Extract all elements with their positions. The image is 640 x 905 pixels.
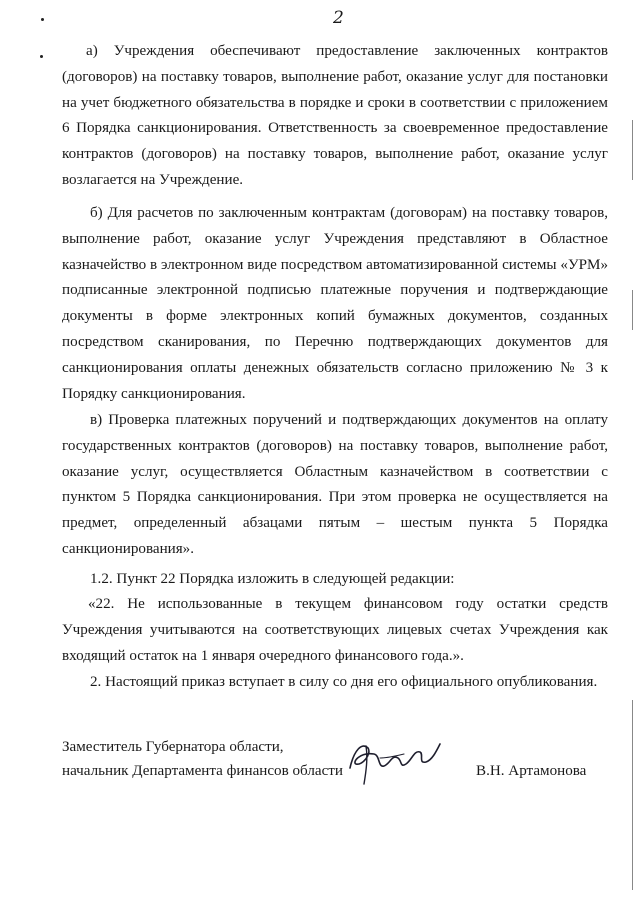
paragraph-item-2: 2. Настоящий приказ вступает в силу со дня его официального опубликования.	[90, 674, 598, 690]
scan-edge-line	[632, 700, 633, 890]
scan-artifact-dot	[41, 18, 44, 21]
scan-edge-line	[632, 290, 633, 330]
scan-edge-line	[632, 120, 633, 180]
paragraph-item-1-2: 1.2. Пункт 22 Порядка изложить в следующей редакции:	[90, 571, 455, 587]
signatory-title-line2: начальник Департамента финансов области	[62, 763, 343, 779]
paragraph-a: а) Учреждения обеспечивают предоставление заключенных контрактов (договоров) на поставку товаров, выполнение работ, оказание услуг для постановки на учет бюджетного обязательства в порядке и сроки в соответствии с приложением 6 Порядка санкционирования. Ответственность за своевременное предоставление контрактов (договоров) на поставку товаров, выполнение работ, оказание услуг возлагается на Учреждение.	[62, 43, 608, 188]
signatory-name: В.Н. Артамонова	[476, 763, 587, 779]
signatory-title-line1: Заместитель Губернатора области,	[62, 739, 284, 755]
handwritten-signature	[340, 728, 444, 788]
signatory-title	[62, 735, 343, 783]
paragraph-item-22: «22. Не использованные в текущем финансовом году остатки средств Учреждения учитываются на соответствующих лицевых счетах Учреждения как входящий остаток на 1 января очередного финансового года.».	[62, 596, 608, 664]
paragraph-c: в) Проверка платежных поручений и подтверждающих документов на оплату государственных контрактов (договоров) на поставку товаров, выполнение работ, оказание услуг, осуществляется Областным казначейством в соответствии с пунктом 5 Порядка санкционирования. При этом проверка не осуществляется на предмет, определенный абзацами пятым – шестым пункта 5 Порядка санкционирования».	[62, 412, 608, 557]
scan-artifact-dot	[40, 55, 43, 58]
page-number: 2	[333, 8, 344, 28]
paragraph-b: б) Для расчетов по заключенным контрактам (договорам) на поставку товаров, выполнение работ, оказание услуг Учреждения представляют в Областное казначейство в электронном виде посредством автоматизированной системы «УРМ» подписанные электронной подписью платежные поручения и подтверждающие документы в форме электронных копий бумажных документов, созданных посредством сканирования, по Перечню подтверждающих документов для санкционирования оплаты денежных обязательств согласно приложению № 3 к Порядку санкционирования.	[62, 205, 608, 402]
